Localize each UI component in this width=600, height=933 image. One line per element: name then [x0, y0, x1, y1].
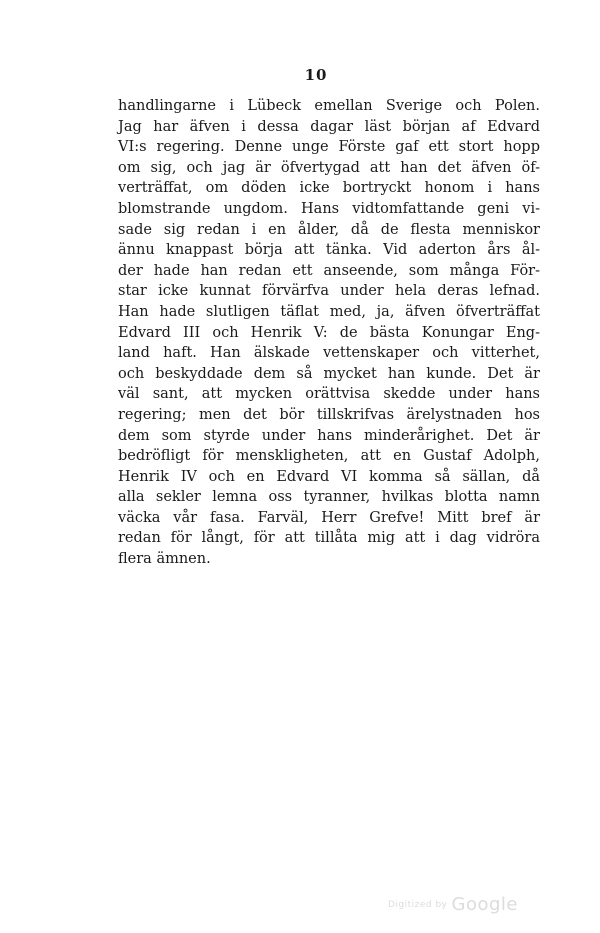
text-line: blomstrande ungdom. Hans vidtomfattande geni vi-: [118, 200, 540, 217]
text-line: om sig, och jag är öfvertygad att han det äfven öf-: [118, 159, 540, 176]
text-line: ännu knappast börja att tänka. Vid aderton års ål-: [118, 242, 540, 259]
text-line: sade sig redan i en ålder, då de flesta menniskor: [118, 221, 540, 238]
text-line: der hade han redan ett anseende, som många För-: [118, 262, 540, 279]
text-line: flera ämnen.: [118, 551, 211, 568]
text-line: väcka vår fasa. Farväl, Herr Grefve! Mitt bref är: [118, 509, 540, 526]
digitization-watermark: [388, 894, 518, 915]
text-line: Jag har äfven i dessa dagar läst början af Edvard: [118, 118, 540, 135]
text-line: VI:s regering. Denne unge Förste gaf ett stort hopp: [118, 139, 540, 156]
text-line: Henrik IV och en Edvard VI komma så sällan, då: [118, 468, 540, 485]
text-line: dem som styrde under hans minderårighet. Det är: [118, 427, 540, 444]
text-line: land haft. Han älskade vettenskaper och vitterhet,: [118, 345, 540, 362]
text-line: handlingarne i Lübeck emellan Sverige och Polen.: [118, 98, 540, 114]
page-number: 10: [304, 66, 328, 84]
text-line: verträffat, om döden icke bortryckt honom i hans: [118, 180, 540, 197]
text-line: alla sekler lemna oss tyranner, hvilkas blotta namn: [118, 489, 540, 506]
text-line: och beskyddade dem så mycket han kunde. Det är: [118, 365, 540, 382]
text-line: Han hade slutligen täflat med, ja, äfven öfverträffat: [118, 303, 540, 320]
watermark-brand: Google: [451, 894, 518, 915]
body-text: [118, 96, 540, 570]
text-line: bedröfligt för menskligheten, att en Gustaf Adolph,: [118, 448, 540, 465]
text-line: redan för långt, för att tillåta mig att i dag vidröra: [118, 530, 540, 547]
watermark-prefix: Digitized by: [387, 900, 448, 910]
text-line: star icke kunnat förvärfva under hela deras lefnad.: [118, 283, 540, 300]
text-line: regering; men det bör tillskrifvas ärelystnaden hos: [118, 406, 540, 423]
text-line: väl sant, att mycken orättvisa skedde under hans: [118, 386, 540, 403]
text-line: Edvard III och Henrik V: de bästa Konungar Eng-: [118, 324, 540, 341]
